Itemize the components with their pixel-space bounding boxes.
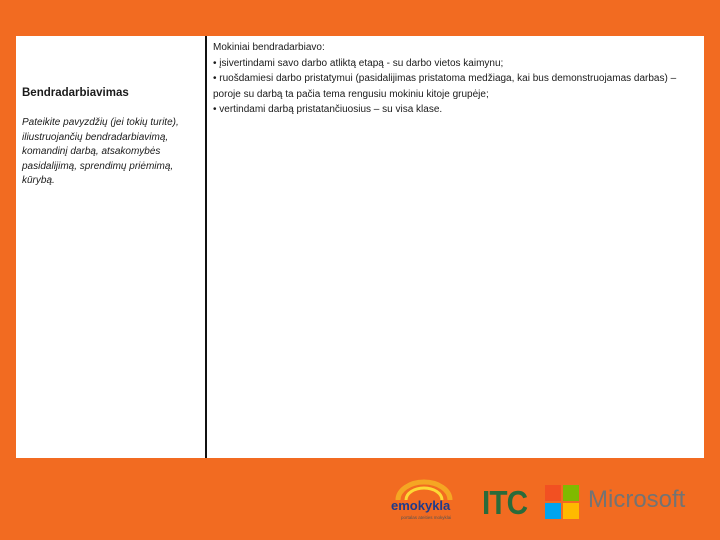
bullet-item: • įsivertindami savo darbo atliktą etapą - su darbo vietos kaimynu; bbox=[213, 57, 504, 69]
section-title: Bendradarbiavimas bbox=[22, 87, 129, 99]
intro-line: Mokiniai bendradarbiavo: bbox=[213, 42, 325, 53]
ms-square-yellow bbox=[563, 503, 579, 519]
ms-square-blue bbox=[545, 503, 561, 519]
itc-logo: ITC bbox=[482, 484, 528, 521]
section-description: Pateikite pavyzdžių (jei tokių turite), iliustruojančių bendradarbiavimą, komandinį darbą, atsakomybės pasidalijimą, sprendimų priėmimą, kūrybą. bbox=[22, 117, 179, 186]
emokykla-wordmark: emokykla bbox=[391, 498, 451, 513]
microsoft-logo-icon bbox=[545, 485, 579, 519]
column-divider bbox=[205, 36, 207, 458]
emokykla-tagline: portalas ateities mokyklai bbox=[401, 515, 452, 520]
bullet-item: • ruošdamiesi darbo pristatymui (pasidalijimas pristatoma medžiaga, kai bus demonstruojamas darbas) – poroje su darbą ta pačia tema rengusiu mokiniu kitoje grupėje; bbox=[213, 73, 677, 100]
bullet-item: • vertindami darbą pristatančiuosius – su visa klase. bbox=[213, 104, 443, 115]
collaboration-text bbox=[213, 40, 699, 118]
microsoft-wordmark: Microsoft bbox=[588, 486, 686, 513]
ms-square-green bbox=[563, 485, 579, 501]
ms-square-red bbox=[545, 485, 561, 501]
